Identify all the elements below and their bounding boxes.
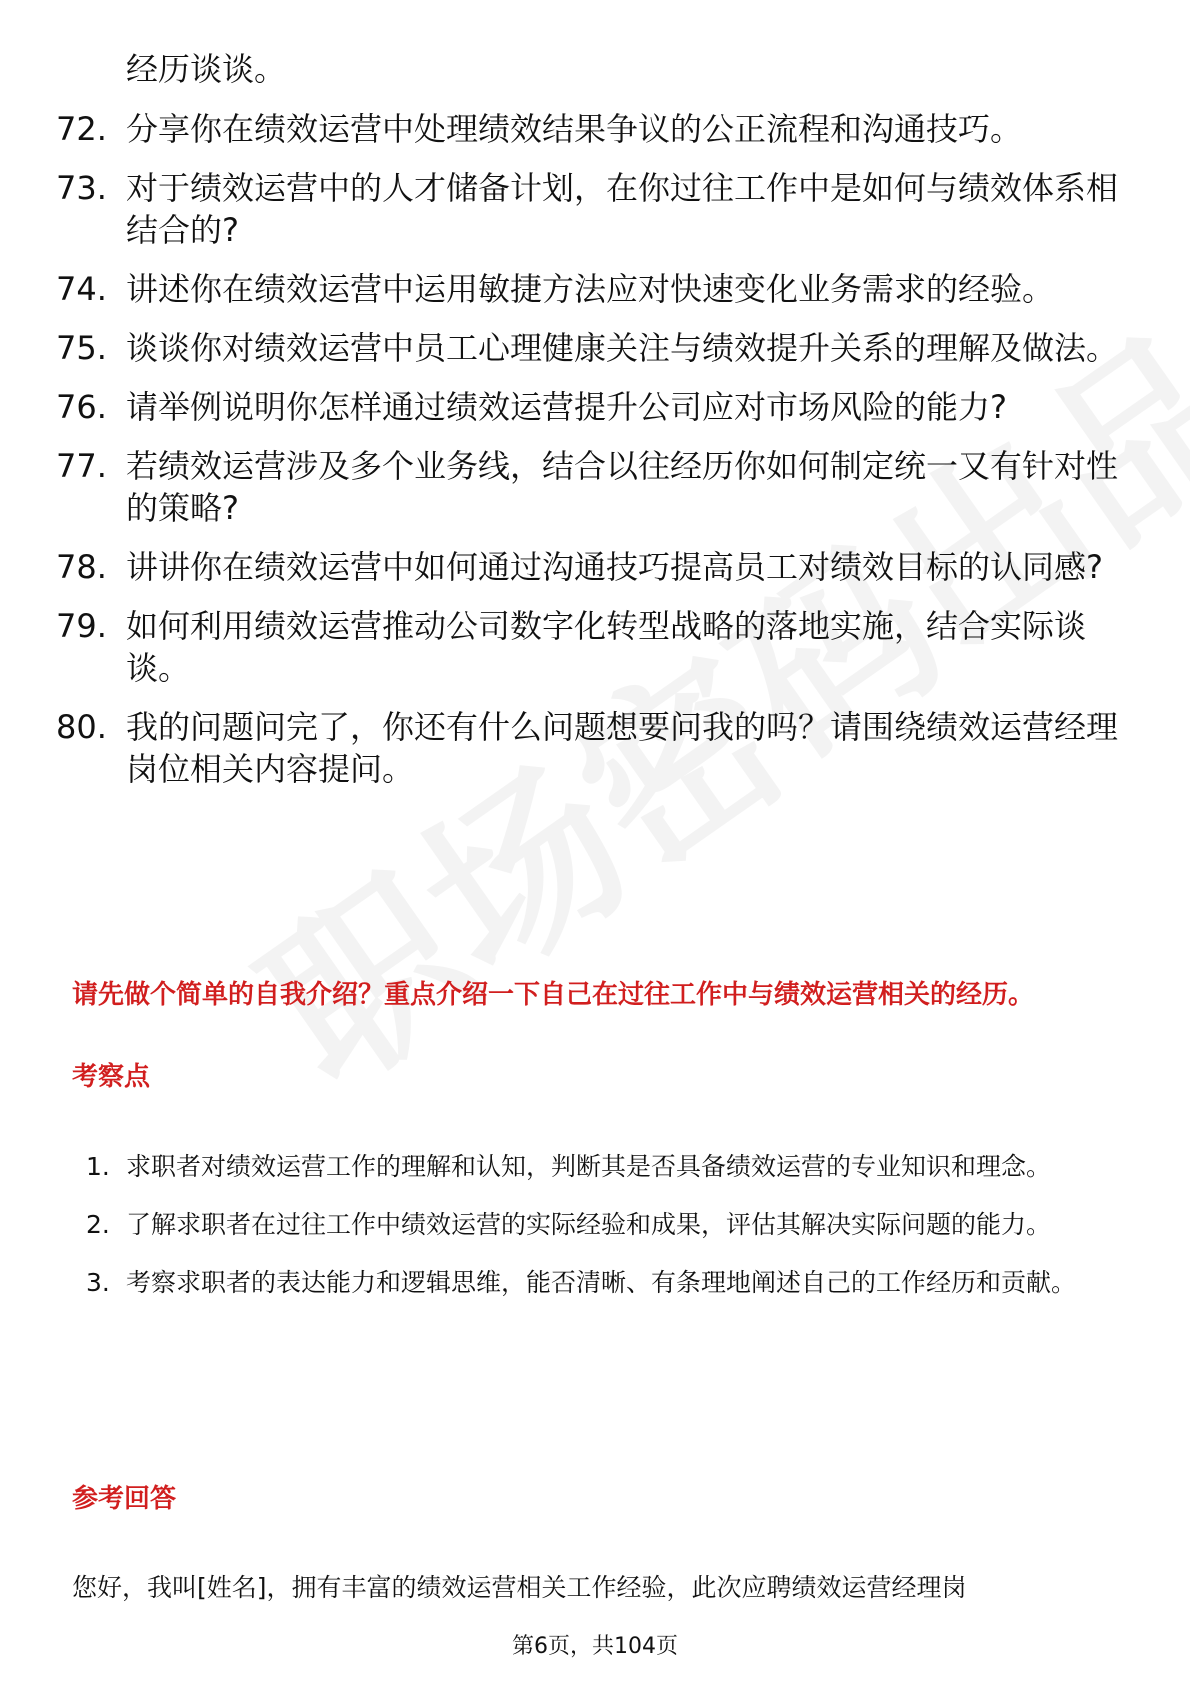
question-item [56,706,1136,790]
question-item [56,445,1136,529]
question-item [56,108,1136,150]
section-title-kaochadian: 考察点 [72,1062,151,1092]
question-text: 请举例说明你怎样通过绩效运营提升公司应对市场风险的能力? [126,388,1007,426]
question-text: 对于绩效运营中的人才储备计划，在你过往工作中是如何与绩效体系相结合的? [126,169,1119,249]
reference-answer-text: 您好，我叫[姓名]，拥有丰富的绩效运营相关工作经验，此次应聘绩效运营经理岗 [72,1573,967,1602]
assessment-point-item [86,1196,1126,1254]
question-item [56,386,1136,428]
assessment-point-number: 2. [86,1210,110,1239]
question-number: 79. [56,607,107,645]
page-footer: 第6页，共104页 [512,1634,678,1659]
assessment-point-number: 1. [86,1152,110,1181]
assessment-point-text: 求职者对绩效运营工作的理解和认知，判断其是否具备绩效运营的专业知识和理念。 [126,1152,1052,1181]
highlight-question-heading: 请先做个简单的自我介绍？重点介绍一下自己在过往工作中与绩效运营相关的经历。 [72,980,1035,1010]
question-number: 76. [56,388,107,426]
assessment-point-text: 了解求职者在过往工作中绩效运营的实际经验和成果，评估其解决实际问题的能力。 [126,1210,1052,1239]
question-item [56,605,1136,689]
question-text: 谈谈你对绩效运营中员工心理健康关注与绩效提升关系的理解及做法。 [126,329,1119,367]
assessment-point-text: 考察求职者的表达能力和逻辑思维，能否清晰、有条理地阐述自己的工作经历和贡献。 [126,1268,1077,1297]
question-number: 74. [56,270,107,308]
question-number: 78. [56,548,107,586]
question-number: 77. [56,447,107,485]
question-text: 如何利用绩效运营推动公司数字化转型战略的落地实施，结合实际谈谈。 [126,607,1087,687]
section-title-cankao: 参考回答 [72,1484,177,1514]
assessment-point-list [86,1138,1126,1312]
question-item [56,167,1136,251]
question-text: 讲述你在绩效运营中运用敏捷方法应对快速变化业务需求的经验。 [126,270,1055,308]
assessment-point-number: 3. [86,1268,110,1297]
question-text: 若绩效运营涉及多个业务线，结合以往经历你如何制定统一又有针对性的策略? [126,447,1119,527]
question-number: 72. [56,110,107,148]
question-text: 讲讲你在绩效运营中如何通过沟通技巧提高员工对绩效目标的认同感? [126,548,1103,586]
assessment-point-item [86,1138,1126,1196]
question-list [56,108,1136,807]
assessment-point-item [86,1254,1126,1312]
question-number: 75. [56,329,107,367]
question-item [56,268,1136,310]
question-text: 分享你在绩效运营中处理绩效结果争议的公正流程和沟通技巧。 [126,110,1023,148]
question-number: 73. [56,169,107,207]
question-text: 我的问题问完了，你还有什么问题想要问我的吗？请围绕绩效运营经理岗位相关内容提问。 [126,708,1119,788]
question-item [56,327,1136,369]
question-number: 80. [56,708,107,746]
question-item [56,546,1136,588]
continued-question-text: 经历谈谈。 [126,50,287,88]
